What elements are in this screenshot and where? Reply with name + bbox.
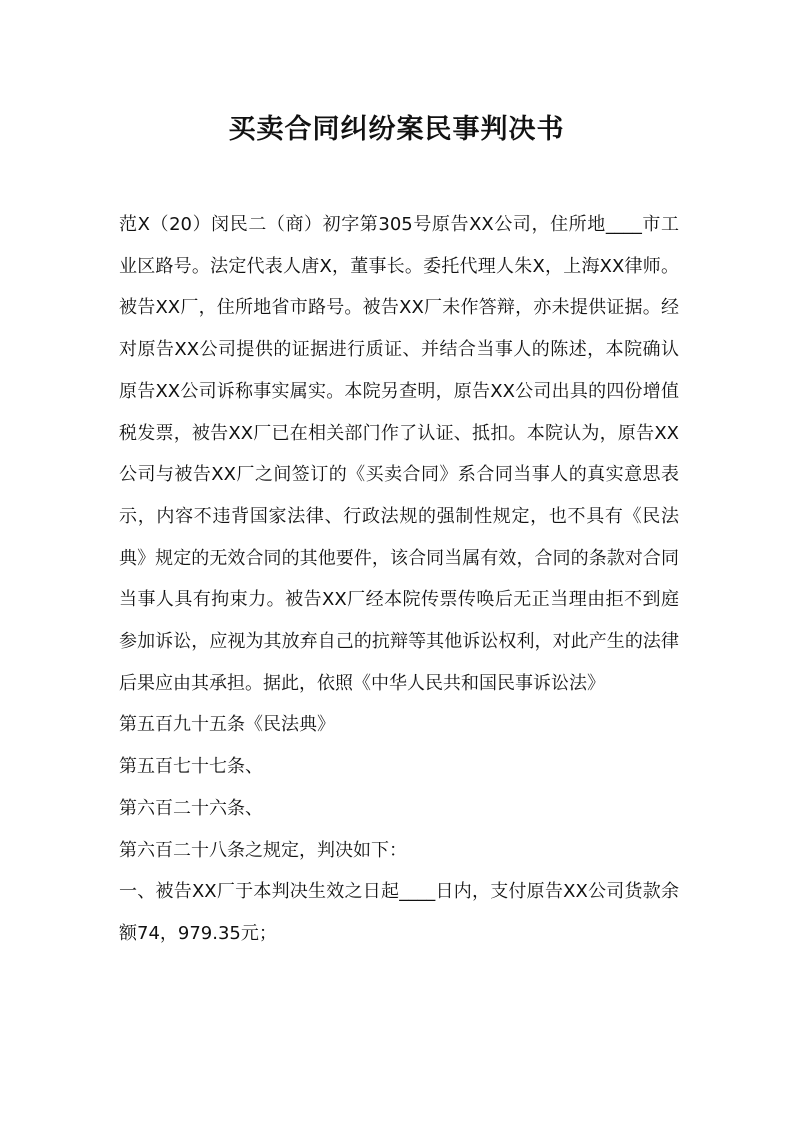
document-title: 买卖合同纠纷案民事判决书 (228, 114, 565, 145)
document-body (119, 204, 679, 955)
paragraph-article-626: 第六百二十六条、 (119, 797, 263, 819)
paragraph-case-facts: 范X（20）闵民二（商）初字第305号原告XX公司，住所地____市工业区路号。法定代表人唐X，董事长。委托代理人朱X，上海XX律师。被告XX厂，住所地省市路号。被告XX厂未作答辩，亦未提供证据。经对原告XX公司提供的证据进行质证、并结合当事人的陈述，本院确认原告XX公司诉称事实属实。本院另查明，原告XX公司出具的四份增值税发票，被告XX厂已在相关部门作了认证、抵扣。本院认为，原告XX公司与被告XX厂之间签订的《买卖合同》系合同当事人的真实意思表示，内容不违背国家法律、行政法规的强制性规定，也不具有《民法典》规定的无效合同的其他要件，该合同当属有效，合同的条款对合同当事人具有拘束力。被告XX厂经本院传票传唤后无正当理由拒不到庭参加诉讼，应视为其放弃自己的抗辩等其他诉讼权利，对此产生的法律后果应由其承担。据此，依照《中华人民共和国民事诉讼法》 (119, 214, 679, 694)
paragraph-article-595: 第五百九十五条《民法典》 (119, 714, 335, 736)
paragraph-article-628: 第六百二十八条之规定，判决如下： (119, 839, 407, 861)
paragraph-judgment-item-1: 一、被告XX厂于本判决生效之日起____日内，支付原告XX公司货款余额74，979.35元； (119, 881, 679, 944)
paragraph-article-577: 第五百七十七条、 (119, 756, 263, 778)
